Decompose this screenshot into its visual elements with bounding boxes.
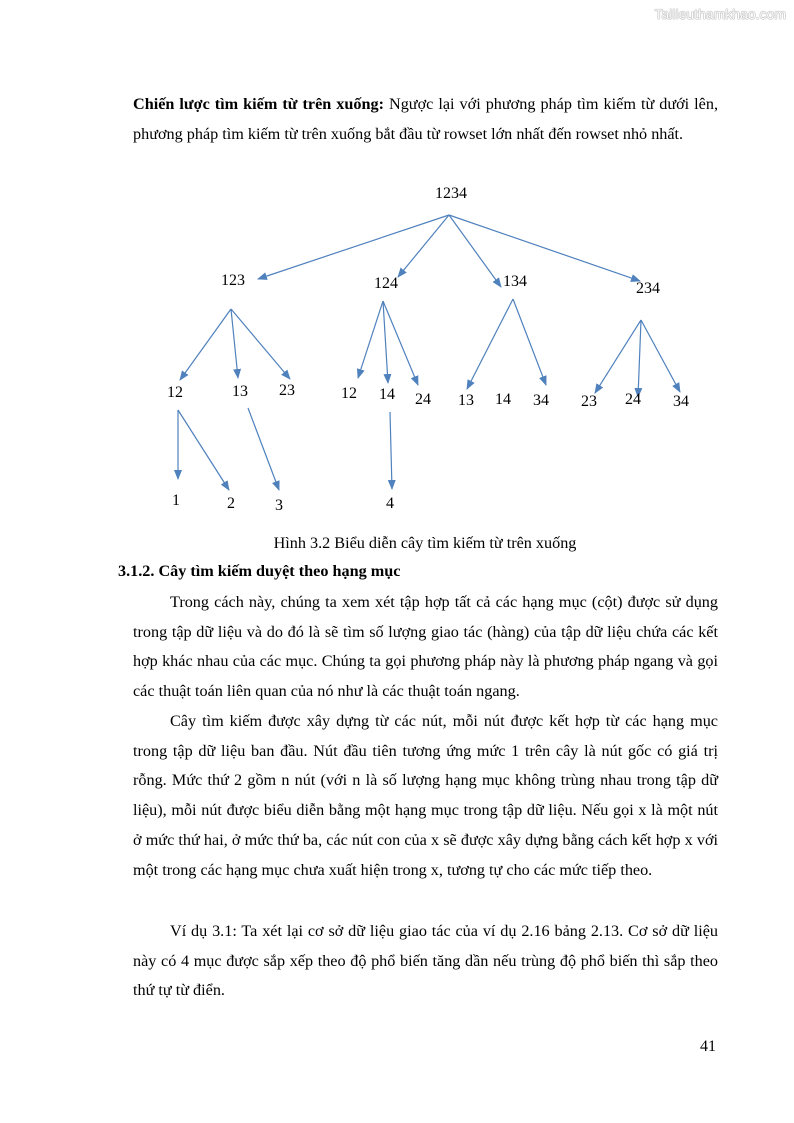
tree-node-l2: 23 [581, 393, 597, 410]
body-paragraph-2: Cây tìm kiếm được xây dựng từ các nút, mỗi nút được kết hợp từ các hạng mục trong tập dữ liệu ban đầu. Nút đầu tiên tương ứng mức 1 trên cây là nút gốc có giá trị rỗng. Mức thứ 2 gồm n nút (với n là số lượng hạng mục không trùng nhau trong tập dữ liệu), mỗi nút được biểu diễn bằng một hạng mục trong tập dữ liệu. Nếu gọi x là một nút ở mức thứ hai, ở mức thứ ba, các nút con của x sẽ được xây dựng bằng cách kết hợp x với một trong các hạng mục chưa xuất hiện trong x, tương tự cho các mức tiếp theo. [133, 712, 718, 879]
tree-edge-arrow [180, 309, 231, 380]
body-paragraph-1: Trong cách này, chúng ta xem xét tập hợp tất cả các hạng mục (cột) được sử dụng trong tập dữ liệu và do đó là sẽ tìm số lượng giao tác (hàng) của tập dữ liệu chứa các kết hợp khác nhau của các mục. Chúng ta gọi phương pháp này là phương pháp ngang và gọi các thuật toán liên quan của nó như là các thuật toán ngang. [133, 593, 718, 701]
tree-node-l2: 14 [495, 391, 511, 408]
tree-node-l2: 34 [673, 393, 689, 410]
tree-node-l1: 134 [503, 273, 527, 290]
tree-node-l3: 2 [227, 495, 235, 512]
tree-node-l2: 12 [341, 385, 357, 402]
tree-edge-arrow [383, 301, 418, 385]
tree-edges [178, 215, 680, 490]
tree-node-l2: 24 [625, 391, 641, 408]
tree-edge-arrow [449, 215, 640, 281]
tree-edge-arrow [638, 320, 641, 397]
tree-node-l3: 1 [172, 492, 180, 509]
tree-edge-arrow [449, 215, 501, 287]
tree-node-l3: 3 [275, 497, 283, 514]
intro-bold-lead: Chiến lược tìm kiếm từ trên xuống: [133, 95, 384, 113]
tree-node-l2: 13 [458, 392, 474, 409]
tree-edge-arrow [258, 215, 449, 279]
tree-node-l2: 34 [533, 392, 549, 409]
tree-node-l2: 13 [232, 383, 248, 400]
tree-node-l1: 234 [636, 280, 660, 297]
tree-edge-arrow [178, 410, 229, 490]
tree-edge-arrow [358, 301, 383, 378]
tree-node-l1: 124 [374, 275, 398, 292]
tree-node-l2: 24 [415, 391, 431, 408]
tree-edge-arrow [231, 309, 238, 378]
tree-edge-arrow [467, 299, 513, 389]
tree-edge-arrow [390, 412, 392, 489]
figure-caption: Hình 3.2 Biểu diễn cây tìm kiếm từ trên xuống [273, 534, 577, 552]
tree-root-node: 1234 [435, 185, 467, 202]
page-number: 41 [700, 1038, 716, 1055]
tree-edge-arrow [513, 299, 546, 385]
tree-edge-arrow [248, 408, 279, 490]
tree-edge-arrow [231, 309, 290, 379]
tree-edge-arrow [595, 320, 641, 393]
body-paragraph-3: Ví dụ 3.1: Ta xét lại cơ sở dữ liệu giao tác của ví dụ 2.16 bảng 2.13. Cơ sở dữ liệu này có 4 mục được sắp xếp theo độ phổ biến tăng dần nếu trùng độ phổ biến thì sắp theo thứ tự từ điển. [133, 922, 718, 1000]
tree-edge-arrow [641, 320, 680, 392]
tree-node-l2: 23 [279, 382, 295, 399]
search-tree-diagram [0, 0, 794, 530]
tree-node-l1: 123 [221, 272, 245, 289]
tree-node-l2: 14 [379, 386, 395, 403]
tree-edge-arrow [398, 215, 449, 277]
intro-text: Ngược lại với phương pháp tìm kiếm từ dưới lên, phương pháp tìm kiếm từ trên xuống bắt đầu từ rowset lớn nhất đến rowset nhỏ nhất. [133, 95, 719, 143]
tree-node-l3: 4 [386, 495, 394, 512]
tree-edge-arrow [383, 301, 388, 383]
watermark: Tailieuthamkhao.com [654, 6, 786, 22]
section-heading: 3.1.2. Cây tìm kiếm duyệt theo hạng mục [118, 562, 401, 580]
tree-node-l2: 12 [167, 384, 183, 401]
